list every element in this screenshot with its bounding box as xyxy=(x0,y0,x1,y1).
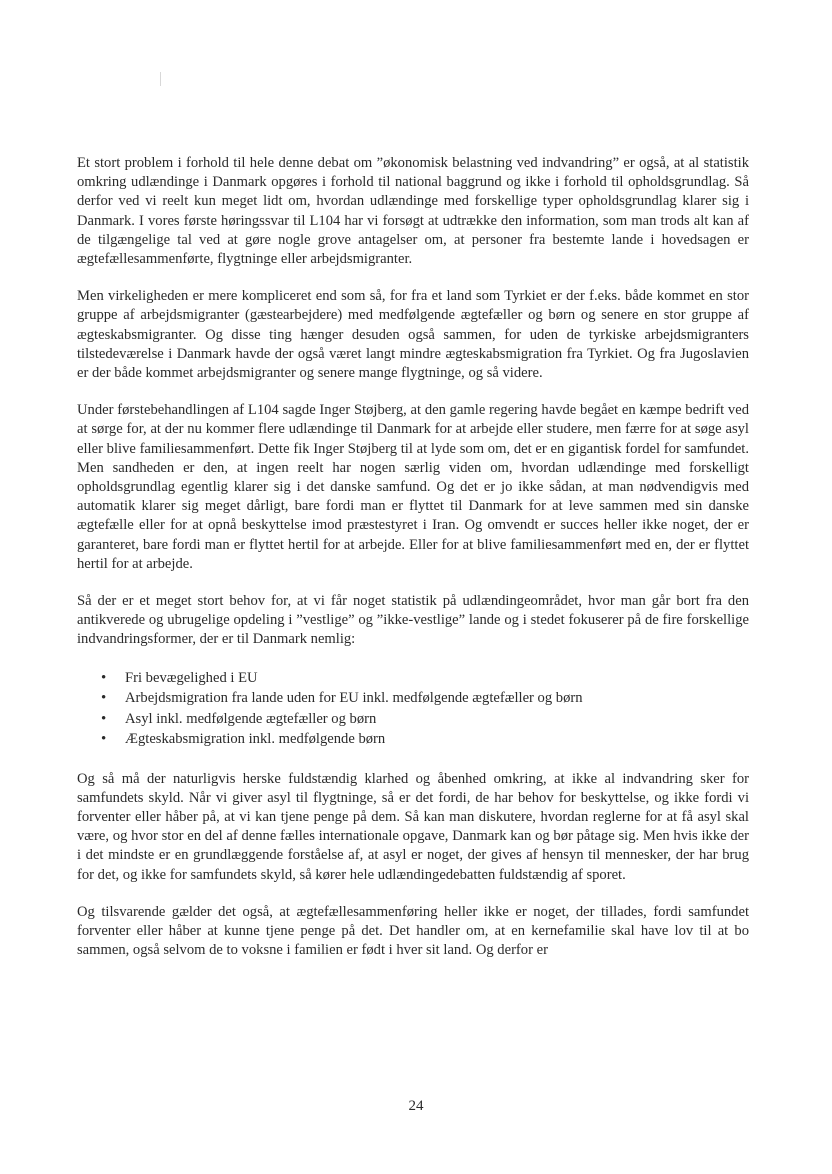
paragraph-5: Og så må der naturligvis herske fuldstændig klarhed og åbenhed omkring, at ikke al indvandring sker for samfundets skyld. Når vi giver asyl til flygtninge, så er det fordi, de har behov for beskyttelse, og ikke fordi vi forventer eller håber på, at vi kan tjene penge på dem. Så kan man diskutere, hvordan reglerne for at få asyl skal være, og hvor stor en del af denne fælles internationale opgave, Danmark kan og bør påtage sig. Men hvis ikke der i det mindste er en grundlæggende forståelse af, at asyl er noget, der gives af hensyn til mennesker, der har brug for det, og ikke for samfundets skyld, så kører hele udlændingedebatten fuldstændig af sporet. xyxy=(77,770,749,883)
paragraph-6: Og tilsvarende gælder det også, at ægtefællesammenføring heller ikke er noget, der tillades, fordi samfundet forventer eller håber at kunne tjene penge på det. Det handler om, at en kernefamilie skal have lov til at bo sammen, også selvom de to voksne i familien er født i hver sit land. Og derfor er xyxy=(77,903,749,959)
paragraph-4: Så der er et meget stort behov for, at vi får noget statistik på udlændingeområdet, hvor man går bort fra den antikverede og ubrugelige opdeling i ”vestlige” og ”ikke-vestlige” lande og i stedet fokuserer på de fire forskellige indvandringsformer, der er til Danmark nemlig: xyxy=(77,593,749,648)
list-item xyxy=(101,709,749,730)
page-number: 24 xyxy=(408,1098,424,1114)
paragraph-1: Et stort problem i forhold til hele denne debat om ”økonomisk belastning ved indvandring” er også, at al statistik omkring udlændinge i Danmark opgøres i forhold til national baggrund og ikke i forhold til opholdsgrundlag. Så derfor ved vi reelt kun meget lidt om, hvordan udlændinge med forskellige typer opholdsgrundlag klarer sig i Danmark. I vores første høringssvar til L104 har vi forsøgt at udtrække den information, som man trods alt kan af de tilgængelige tal ved at gøre nogle grove antagelser om, at personer fra bestemte lande i hovedsagen er ægtefællesammenførte, flygtninge eller arbejdsmigranter. xyxy=(77,155,749,268)
list-item-text: Arbejdsmigration fra lande uden for EU inkl. medfølgende ægtefæller og børn xyxy=(125,690,583,707)
bullet-icon: • xyxy=(101,731,107,748)
immigration-forms-list xyxy=(77,668,749,750)
bullet-icon: • xyxy=(101,710,107,727)
scan-artifact xyxy=(160,72,161,86)
document-body xyxy=(77,154,749,979)
list-item-text: Fri bevægelighed i EU xyxy=(125,669,258,686)
list-item xyxy=(101,688,749,709)
paragraph-3: Under førstebehandlingen af L104 sagde Inger Støjberg, at den gamle regering havde begået en kæmpe bedrift ved at sørge for, at der nu kommer flere udlændinge til Danmark for at arbejde eller studere, men færre for at søge asyl eller blive familiesammenført. Dette fik Inger Støjberg til at lyde som om, det er en gigantisk fordel for samfundet. Men sandheden er den, at ingen reelt har nogen særlig viden om, hvordan udlændinge med forskelligt opholdsgrundlag egentlig klarer sig i det danske samfund. Og det er jo ikke sådan, at man nødvendigvis med automatik klarer sig meget dårligt, bare fordi man er flyttet til Danmark for at leve sammen med sin danske ægtefælle eller for at opnå beskyttelse imod præstestyret i Iran. Og omvendt er succes heller ikke noget, der er garanteret, bare fordi man er flyttet hertil for at arbejde. Eller for at blive familiesammenført med en, der er flyttet hertil for at arbejde. xyxy=(77,402,749,572)
paragraph-2: Men virkeligheden er mere kompliceret end som så, for fra et land som Tyrkiet er der f.eks. både kommet en stor gruppe af arbejdsmigranter (gæstearbejdere) med medfølgende ægtefæller og børn og senere en stor gruppe af ægteskabsmigranter. Og disse ting hænger desuden også sammen, for uden de tyrkiske arbejdsmigranters tilstedeværelse i Danmark havde der også været langt mindre ægteskabsmigration fra Tyrkiet. Og fra Jugoslavien er der både kommet arbejdsmigranter og senere mange flygtninge, og så videre. xyxy=(77,288,749,382)
list-item xyxy=(101,668,749,689)
list-item xyxy=(101,729,749,750)
bullet-icon: • xyxy=(101,690,107,707)
list-item-text: Ægteskabsmigration inkl. medfølgende børn xyxy=(125,731,386,748)
list-item-text: Asyl inkl. medfølgende ægtefæller og børn xyxy=(125,710,377,727)
bullet-icon: • xyxy=(101,669,107,686)
